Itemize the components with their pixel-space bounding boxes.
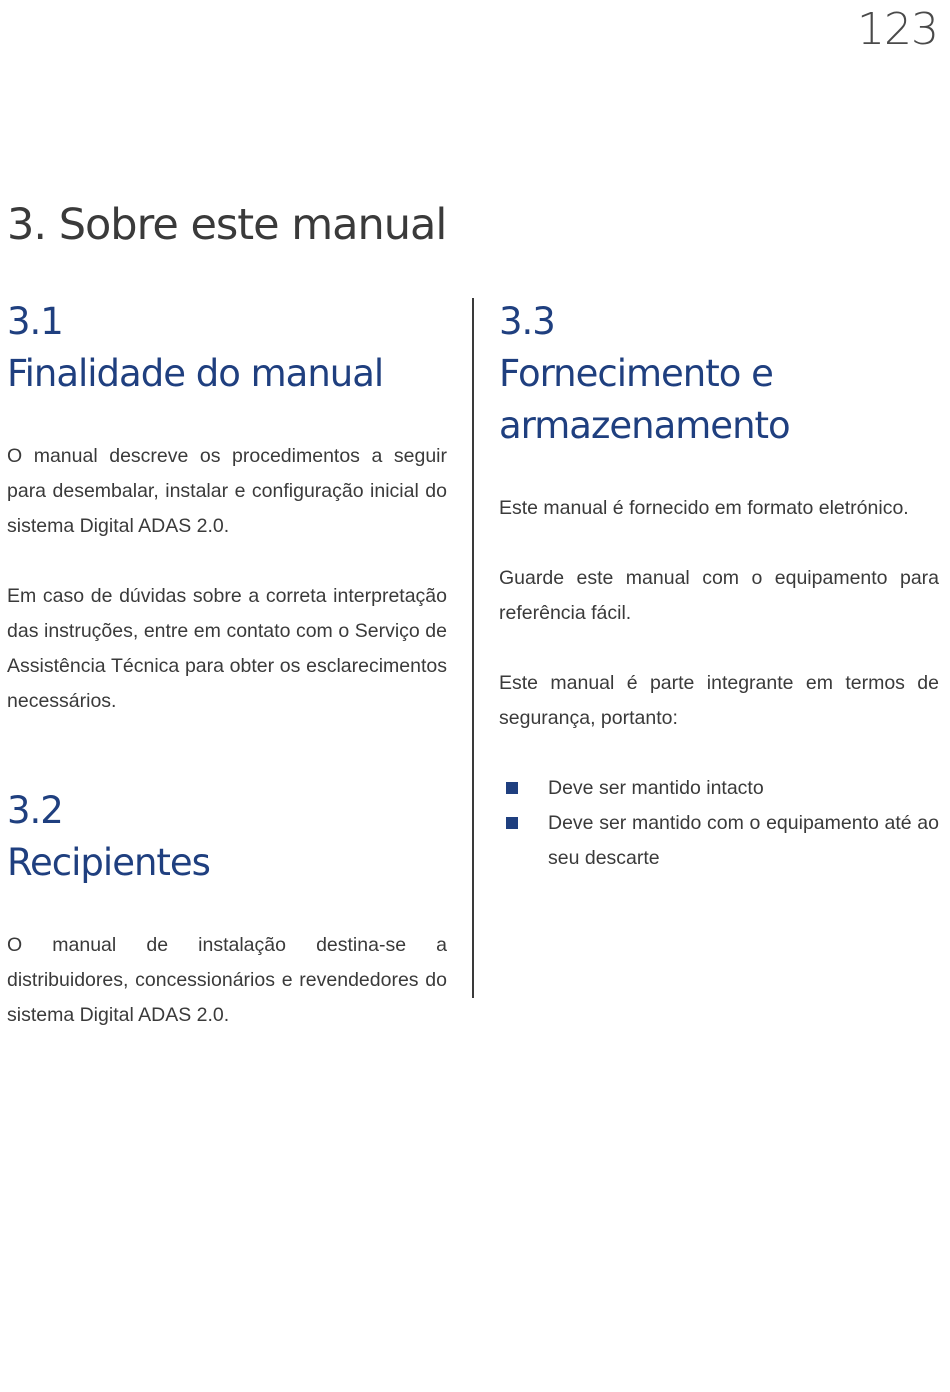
square-bullet-icon [506, 782, 518, 794]
left-column [7, 296, 447, 1033]
section-number: 3.2 [7, 789, 63, 832]
chapter-title: 3. Sobre este manual [7, 200, 447, 250]
section-title: Finalidade do manual [7, 352, 384, 395]
section-title-line-2: armazenamento [499, 404, 790, 447]
section-3-1 [7, 296, 447, 719]
paragraph: Este manual é parte integrante em termos de segurança, portanto: [499, 672, 939, 729]
section-heading [7, 296, 447, 400]
page-number: 123 [857, 4, 938, 55]
list-item [499, 771, 939, 806]
column-divider [472, 298, 474, 998]
section-3-2 [7, 785, 447, 1033]
square-bullet-icon [506, 817, 518, 829]
section-number: 3.3 [499, 300, 555, 343]
list-item-text: Deve ser mantido com o equipamento até ao seu descarte [548, 812, 939, 869]
right-column [499, 296, 939, 876]
bullet-list [499, 771, 939, 876]
paragraph: Guarde este manual com o equipamento para referência fácil. [499, 567, 939, 624]
list-item-text: Deve ser mantido intacto [548, 777, 764, 799]
list-item [499, 806, 939, 876]
paragraph: O manual descreve os procedimentos a seguir para desembalar, instalar e configuração inicial do sistema Digital ADAS 2.0. [7, 445, 447, 537]
section-number: 3.1 [7, 300, 63, 343]
section-title-line-1: Fornecimento e [499, 352, 773, 395]
section-3-3 [499, 296, 939, 876]
paragraph: Em caso de dúvidas sobre a correta interpretação das instruções, entre em contato com o Serviço de Assistência Técnica para obter os esclarecimentos necessários. [7, 585, 447, 712]
section-title: Recipientes [7, 841, 210, 884]
section-heading [499, 296, 939, 452]
section-heading [7, 785, 447, 889]
paragraph: Este manual é fornecido em formato eletrónico. [499, 497, 909, 519]
paragraph: O manual de instalação destina-se a distribuidores, concessionários e revendedores do sistema Digital ADAS 2.0. [7, 934, 447, 1026]
